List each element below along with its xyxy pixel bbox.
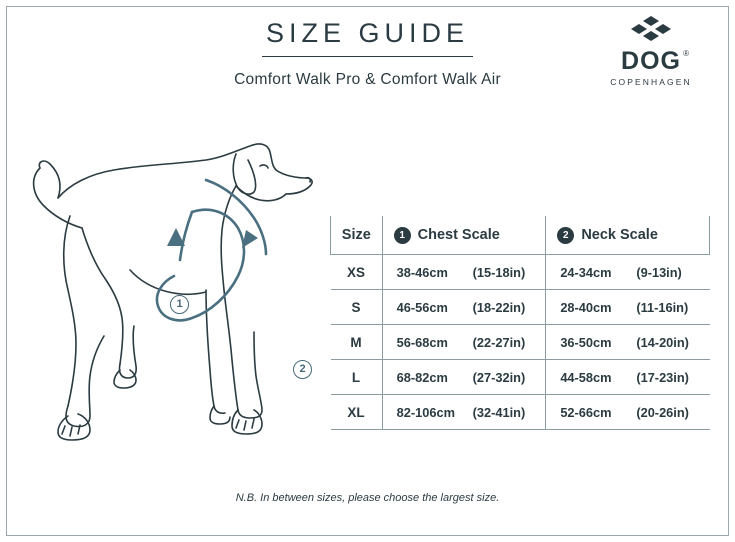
footnote: N.B. In between sizes, please choose the largest size. — [235, 492, 500, 504]
cell-neck — [546, 325, 710, 360]
logo-registered-mark: ® — [683, 49, 690, 58]
table-row — [331, 360, 710, 395]
neck-metric: 24-34cm — [560, 264, 612, 280]
neck-imperial: (17-23in) — [636, 369, 689, 385]
size-table-body — [331, 255, 710, 430]
table-row — [331, 255, 710, 290]
header-size: Size — [331, 216, 383, 255]
neck-imperial: (14-20in) — [636, 334, 689, 350]
logo-tagline: COPENHAGEN — [610, 77, 692, 87]
neck-imperial: (11-16in) — [636, 299, 689, 315]
size-table-head — [331, 216, 710, 255]
brand-logo — [595, 16, 707, 87]
cell-neck — [546, 290, 710, 325]
neck-imperial: (20-26in) — [636, 404, 689, 420]
cell-size: XS — [331, 255, 383, 290]
size-table-wrap — [330, 216, 710, 430]
cell-chest — [382, 255, 546, 290]
logo-wordmark — [621, 47, 690, 76]
cell-neck — [546, 360, 710, 395]
header-chest — [382, 216, 546, 255]
chest-metric: 46-56cm — [396, 299, 448, 315]
table-header-row — [331, 216, 710, 255]
logo-mark-icon — [595, 16, 707, 44]
marker-chest-1: 1 — [170, 295, 189, 314]
table-row — [331, 395, 710, 430]
cell-size: L — [331, 360, 383, 395]
neck-badge-icon: 2 — [557, 227, 574, 244]
marker-neck-2: 2 — [293, 360, 312, 379]
cell-chest — [382, 290, 546, 325]
cell-chest — [382, 360, 546, 395]
chest-imperial: (15-18in) — [472, 264, 526, 280]
size-table — [330, 216, 710, 430]
chest-badge-icon: 1 — [394, 227, 411, 244]
neck-metric: 52-66cm — [560, 404, 612, 420]
logo-wordmark-text: DOG — [621, 47, 681, 75]
dog-illustration — [10, 120, 330, 460]
chest-imperial: (22-27in) — [472, 334, 526, 350]
table-row — [331, 290, 710, 325]
chest-metric: 82-106cm — [396, 404, 455, 420]
chest-imperial: (18-22in) — [472, 299, 526, 315]
chest-imperial: (32-41in) — [472, 404, 526, 420]
page-subtitle: Comfort Walk Pro & Comfort Walk Air — [234, 71, 501, 88]
neck-metric: 36-50cm — [560, 334, 612, 350]
cell-size: M — [331, 325, 383, 360]
cell-size: XL — [331, 395, 383, 430]
neck-metric: 44-58cm — [560, 369, 612, 385]
chest-metric: 56-68cm — [396, 334, 448, 350]
cell-size: S — [331, 290, 383, 325]
cell-chest — [382, 325, 546, 360]
neck-metric: 28-40cm — [560, 299, 612, 315]
header-neck-label: Neck Scale — [581, 227, 658, 243]
chest-metric: 38-46cm — [396, 264, 448, 280]
cell-chest — [382, 395, 546, 430]
cell-neck — [546, 395, 710, 430]
header-neck — [546, 216, 710, 255]
page-title: SIZE GUIDE — [262, 18, 473, 57]
chest-imperial: (27-32in) — [472, 369, 526, 385]
neck-imperial: (9-13in) — [636, 264, 682, 280]
chest-metric: 68-82cm — [396, 369, 448, 385]
table-row — [331, 325, 710, 360]
cell-neck — [546, 255, 710, 290]
header-chest-label: Chest Scale — [417, 227, 500, 243]
